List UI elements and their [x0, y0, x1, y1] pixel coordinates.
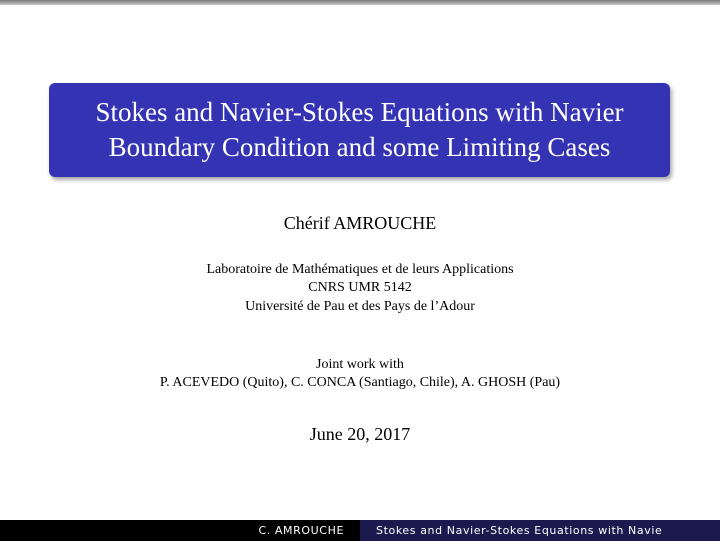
top-header-bar: [0, 0, 720, 5]
title-block: [49, 83, 670, 177]
footer-author: C. AMROUCHE: [258, 524, 344, 537]
affiliation-lab: Laboratoire de Mathématiques et de leurs Applications: [206, 262, 514, 277]
footer-bar: [0, 520, 720, 541]
affiliation-university: Université de Pau et des Pays de l’Adour: [245, 299, 475, 314]
presentation-date: June 20, 2017: [309, 424, 411, 444]
affiliation-cnrs: CNRS UMR 5142: [308, 280, 412, 295]
joint-work-coauthors: P. ACEVEDO (Quito), C. CONCA (Santiago, Chile), A. GHOSH (Pau): [159, 375, 561, 390]
joint-work-heading: Joint work with: [316, 357, 404, 372]
footer-title: Stokes and Navier-Stokes Equations with Navie: [360, 520, 720, 541]
slide-title: Stokes and Navier-Stokes Equations with Navier Boundary Condition and some Limiting Cases: [95, 97, 624, 162]
author-name: Chérif AMROUCHE: [283, 213, 437, 233]
